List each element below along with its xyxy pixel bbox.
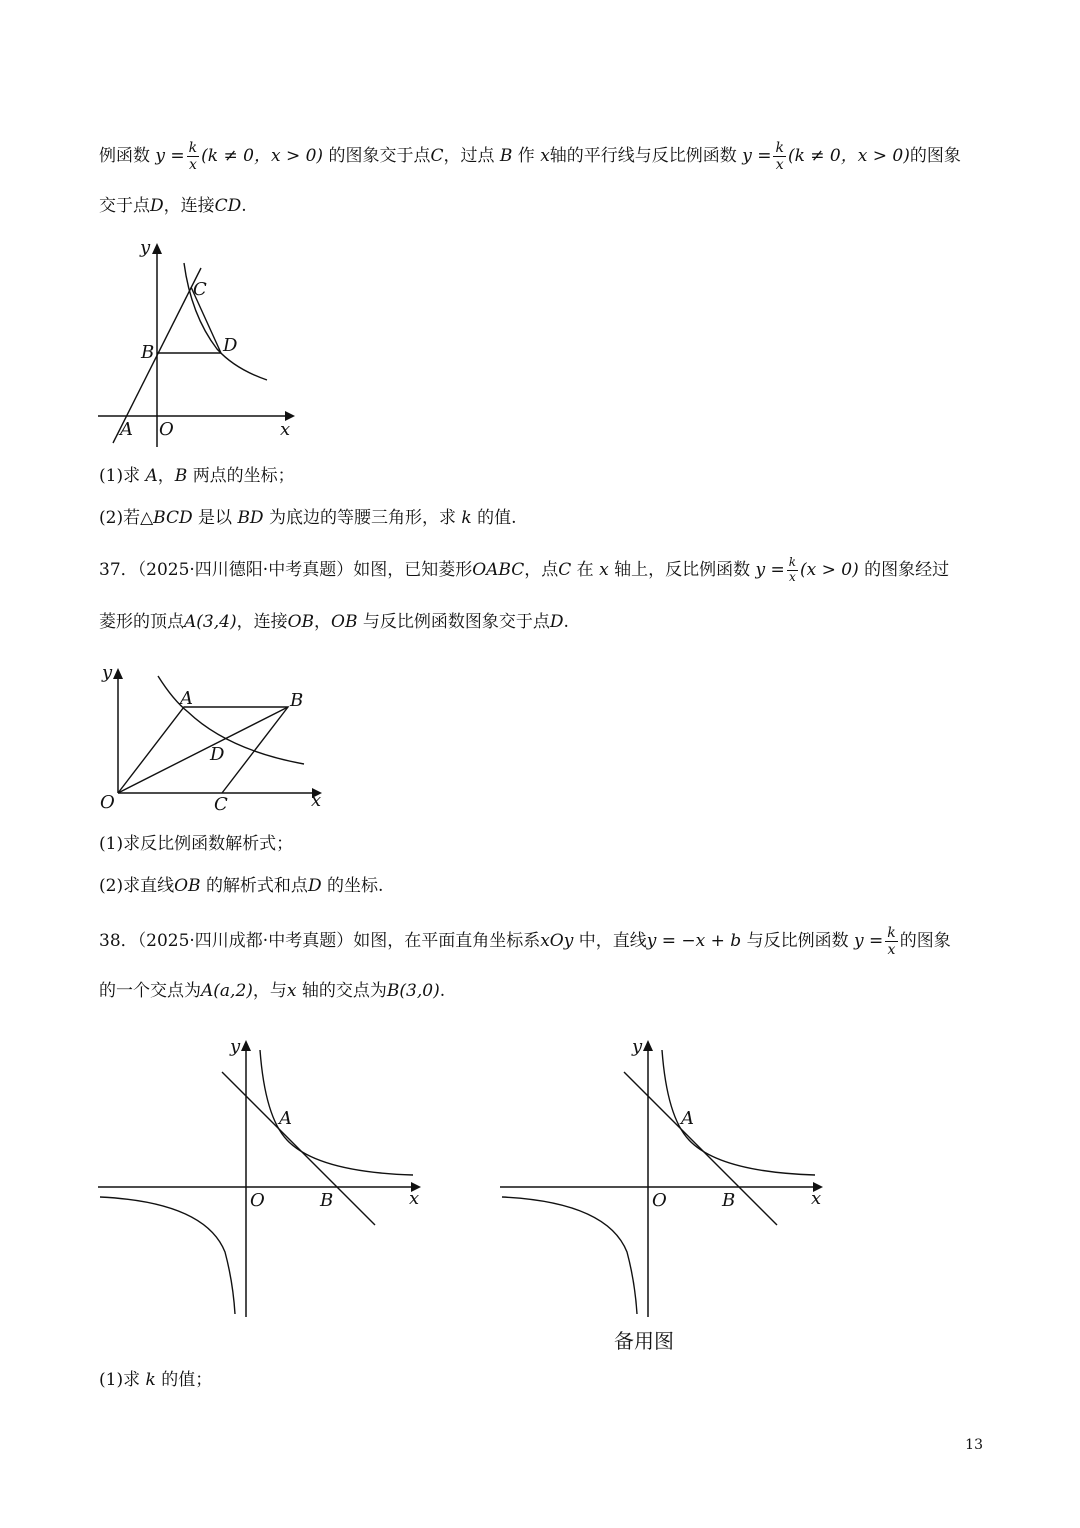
q38-figure-main: [95, 1032, 430, 1322]
text: (2)求直线: [99, 876, 175, 896]
fraction: [787, 556, 798, 585]
fraction-num: k: [188, 140, 198, 156]
text: ，: [314, 612, 332, 632]
label-b: B: [141, 342, 155, 363]
text: 与反比例函数图象交于点: [362, 612, 550, 632]
label-b: B: [722, 1190, 736, 1211]
label-o: O: [250, 1190, 265, 1211]
point-d: D: [307, 876, 322, 896]
point-c: C: [430, 146, 444, 167]
q37-sub2: [99, 878, 383, 895]
rhombus-oabc: OABC: [472, 559, 525, 580]
label-y: y: [632, 1036, 643, 1057]
q36-line1: [99, 140, 961, 173]
var-k: k: [145, 1370, 156, 1390]
condition: (k ≠ 0，x > 0): [787, 146, 910, 167]
text: 两点的坐标；: [192, 466, 295, 486]
text: 菱形的顶点: [99, 612, 184, 632]
y-arrow-icon: [241, 1040, 251, 1051]
label-x: x: [280, 419, 291, 440]
label-a: A: [681, 1108, 694, 1129]
q38-sub1: [99, 1372, 212, 1389]
label-a: A: [279, 1108, 292, 1129]
var-x: x: [286, 981, 297, 1001]
text: ，过点: [443, 146, 495, 167]
equation: y =: [854, 931, 884, 952]
question-source: （2025·四川成都·中考真题）: [137, 931, 354, 952]
label-c: C: [193, 279, 207, 300]
text: .: [439, 981, 446, 1001]
text: 作: [517, 146, 535, 167]
text: 的一个交点为: [99, 981, 201, 1001]
diagonal-ob: [118, 707, 288, 793]
label-x: x: [311, 790, 322, 811]
point-a: A(a,2): [201, 981, 253, 1001]
condition: (x > 0): [800, 559, 859, 580]
text: (1)求反比例函数解析式；: [99, 834, 294, 854]
fraction-den: x: [188, 157, 197, 174]
fraction: [187, 140, 199, 173]
point-a: A(3,4): [184, 612, 237, 632]
segment-ob: OB: [331, 612, 358, 632]
page-number: 13: [965, 1437, 983, 1453]
label-y: y: [102, 662, 113, 683]
q37-line2: [99, 614, 569, 631]
segment-bd: BD: [237, 508, 264, 528]
question-number: 38．: [99, 931, 138, 952]
label-a: A: [120, 419, 133, 440]
text: ，连接: [236, 612, 288, 632]
point-b: B(3,0): [386, 981, 440, 1001]
point-d: D: [549, 612, 564, 632]
q37-figure: [98, 660, 328, 820]
q38-figure-backup: [497, 1032, 832, 1322]
var-x: x: [540, 146, 550, 167]
segment-ob: OB: [174, 876, 201, 896]
y-arrow-icon: [113, 668, 123, 679]
fraction-den: x: [775, 157, 784, 174]
fraction: [773, 140, 785, 173]
text: ，点: [524, 559, 559, 580]
text: .: [241, 196, 247, 216]
label-b: B: [320, 1190, 334, 1211]
label-d: D: [223, 335, 238, 356]
question-number: 37．: [99, 559, 138, 580]
label-a: A: [180, 688, 193, 709]
text: 为底边的等腰三角形，求: [268, 508, 456, 528]
text: 的值；: [161, 1370, 213, 1390]
text: 交于点: [99, 196, 150, 216]
fraction-den: x: [789, 569, 796, 584]
hyperbola-branch-2: [100, 1197, 235, 1314]
label-y: y: [140, 237, 151, 258]
label-o: O: [652, 1190, 667, 1211]
point-d: D: [150, 196, 164, 216]
text: 是以: [198, 508, 233, 528]
text: ，与: [252, 981, 287, 1001]
text: 的坐标.: [326, 876, 384, 896]
segment-cd: CD: [214, 196, 242, 216]
point-b: B: [499, 146, 513, 167]
label-d: D: [210, 744, 225, 765]
text: 的图象经过: [864, 559, 950, 580]
label-b: B: [290, 690, 304, 711]
point-b: B: [174, 466, 188, 486]
var-k: k: [461, 508, 472, 528]
point-c: C: [558, 559, 572, 580]
fraction-den: x: [887, 942, 896, 959]
label-o: O: [159, 419, 174, 440]
text: 轴的平行线与反比例函数: [549, 146, 737, 167]
point-a: A: [145, 466, 158, 486]
q36-sub2: [99, 510, 517, 527]
y-arrow-icon: [152, 243, 162, 254]
text: 与反比例函数: [746, 931, 849, 952]
text: .: [563, 612, 569, 632]
label-y: y: [230, 1036, 241, 1057]
equation: y = −x + b: [646, 931, 742, 952]
text: ，连接: [163, 196, 215, 216]
text: (1)求: [99, 466, 141, 486]
fraction-num: k: [788, 555, 797, 569]
q38-line1: [99, 925, 951, 958]
coordinate-system: xOy: [540, 931, 574, 952]
q36-sub1: [99, 468, 295, 485]
line-ab: [624, 1072, 777, 1225]
fraction: [885, 925, 897, 958]
label-c: C: [214, 794, 228, 815]
q36-figure: [95, 235, 305, 450]
equation: y =: [155, 146, 185, 167]
text: 的图象: [899, 931, 951, 952]
label-x: x: [811, 1188, 822, 1209]
q38-line2: [99, 983, 445, 1000]
text: 在: [576, 559, 594, 580]
text: ，: [157, 466, 175, 486]
text: 如图，在平面直角坐标系: [353, 931, 541, 952]
text: 中，直线: [578, 931, 647, 952]
condition: (k ≠ 0，x > 0): [201, 146, 324, 167]
fraction-num: k: [887, 925, 896, 941]
q37-sub1: [99, 836, 293, 853]
fraction-num: k: [775, 140, 784, 156]
var-x: x: [599, 559, 609, 580]
line-ab: [222, 1072, 375, 1225]
q37-line1: [99, 556, 949, 585]
label-o: O: [100, 792, 115, 813]
text: 的解析式和点: [205, 876, 308, 896]
text: 轴上，反比例函数: [614, 559, 751, 580]
text: (2)若: [99, 508, 141, 528]
label-x: x: [409, 1188, 420, 1209]
triangle-bcd: △BCD: [140, 508, 193, 528]
equation: y =: [742, 146, 772, 167]
text: 轴的交点为: [301, 981, 387, 1001]
hyperbola-branch-2: [502, 1197, 637, 1314]
text: 的图象交于点: [328, 146, 431, 167]
figure-caption: 备用图: [614, 1329, 674, 1353]
equation: y =: [755, 559, 785, 580]
text: 的图象: [909, 146, 961, 167]
q36-line2: [99, 198, 247, 215]
question-source: （2025·四川德阳·中考真题）: [137, 559, 354, 580]
y-arrow-icon: [643, 1040, 653, 1051]
text: 例函数: [99, 146, 150, 167]
text: (1)求: [99, 1370, 141, 1390]
text: 的值.: [477, 508, 517, 528]
text: 如图，已知菱形: [353, 559, 473, 580]
segment-ob: OB: [287, 612, 315, 632]
